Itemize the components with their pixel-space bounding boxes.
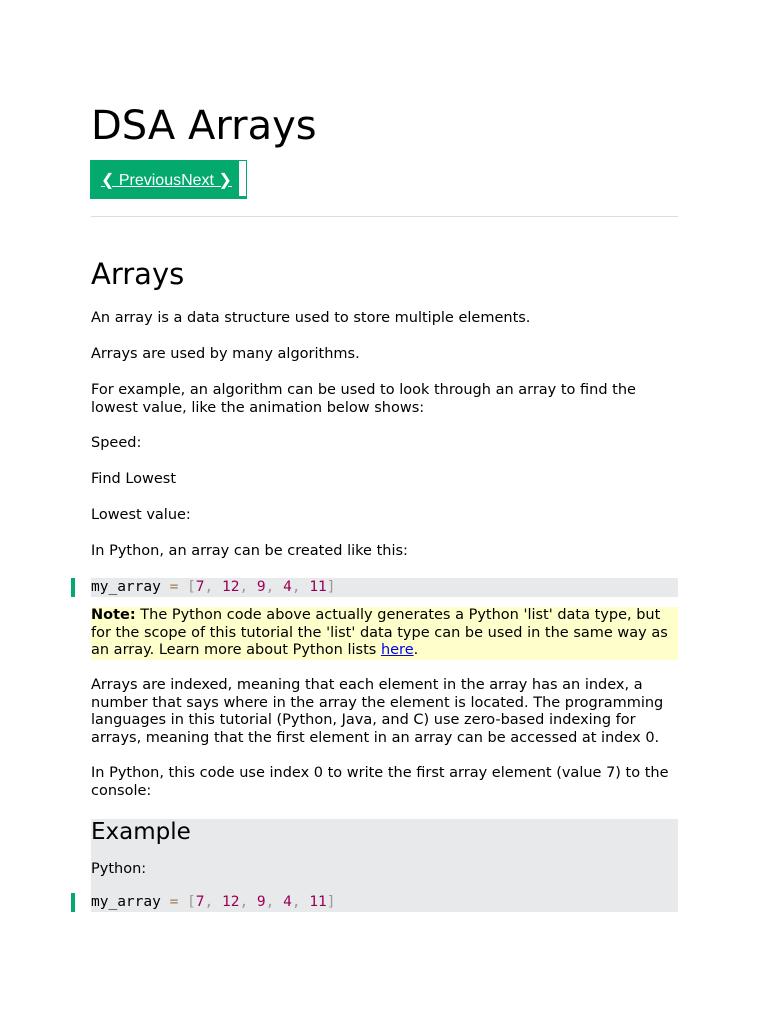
section-title: Arrays [91,257,185,291]
paragraph: For example, an algorithm can be used to look through an array to find the lowest value, like the animation below shows: [91,382,636,416]
code-comma: , [291,894,301,910]
code-variable: my_array [91,894,161,910]
code-operator: = [169,579,179,595]
code-line [91,578,336,597]
paragraph: In Python, an array can be created like this: [91,543,408,559]
code-accent-bar [71,578,75,597]
code-bracket: ] [326,579,336,595]
code-line [91,893,336,912]
code-comma: , [291,579,301,595]
code-block [91,578,678,597]
code-variable: my_array [91,579,161,595]
code-comma: , [239,894,249,910]
example-language-label: Python: [91,861,147,877]
code-number: 7 [195,894,205,910]
divider [91,216,678,217]
prev-next-nav [90,160,247,199]
code-number: 4 [283,894,292,910]
prev-next-link[interactable]: ❮ PreviousNext ❯ [101,171,232,189]
code-comma: , [204,894,214,910]
example-box [91,819,678,912]
code-bracket: [ [187,579,196,595]
code-number: 7 [195,579,205,595]
paragraph: In Python, this code use index 0 to write the first array element (value 7) to the console: [91,765,669,799]
paragraph: Arrays are used by many algorithms. [91,346,360,362]
example-title: Example [91,819,191,845]
lowest-value-label: Lowest value: [91,507,191,523]
paragraph: Arrays are indexed, meaning that each element in the array has an index, a number that says where in the array the element is located. The programming languages in this tutorial (Python, Java, and C) use zero-based indexing for arrays, meaning that the first element in an array can be accessed at index 0. [91,677,664,746]
note-text [91,607,678,660]
find-lowest-label: Find Lowest [91,471,177,487]
note-box [91,607,678,660]
note-end: . [413,642,419,658]
nav-edge [238,161,246,196]
code-number: 12 [221,579,240,595]
code-comma: , [204,579,214,595]
code-number: 11 [309,579,327,595]
code-bracket: ] [326,894,336,910]
code-number: 9 [256,894,266,910]
example-code-block [71,879,678,912]
code-comma: , [265,579,275,595]
python-lists-link[interactable]: here [380,642,414,658]
page-title: DSA Arrays [91,103,317,149]
code-operator: = [169,894,179,910]
code-comma: , [265,894,275,910]
code-bracket: [ [187,894,196,910]
speed-label: Speed: [91,435,142,451]
code-comma: , [239,579,249,595]
note-body: The Python code above actually generates a Python 'list' data type, but for the scope of this tutorial the 'list' data type can be used in the same way as an array. Learn more about Python lists [91,607,668,658]
paragraph: An array is a data structure used to store multiple elements. [91,310,531,326]
note-label: Note: [91,607,136,623]
code-number: 9 [256,579,266,595]
code-number: 11 [309,894,327,910]
code-number: 12 [221,894,240,910]
code-accent-bar [71,893,75,912]
code-number: 4 [283,579,292,595]
